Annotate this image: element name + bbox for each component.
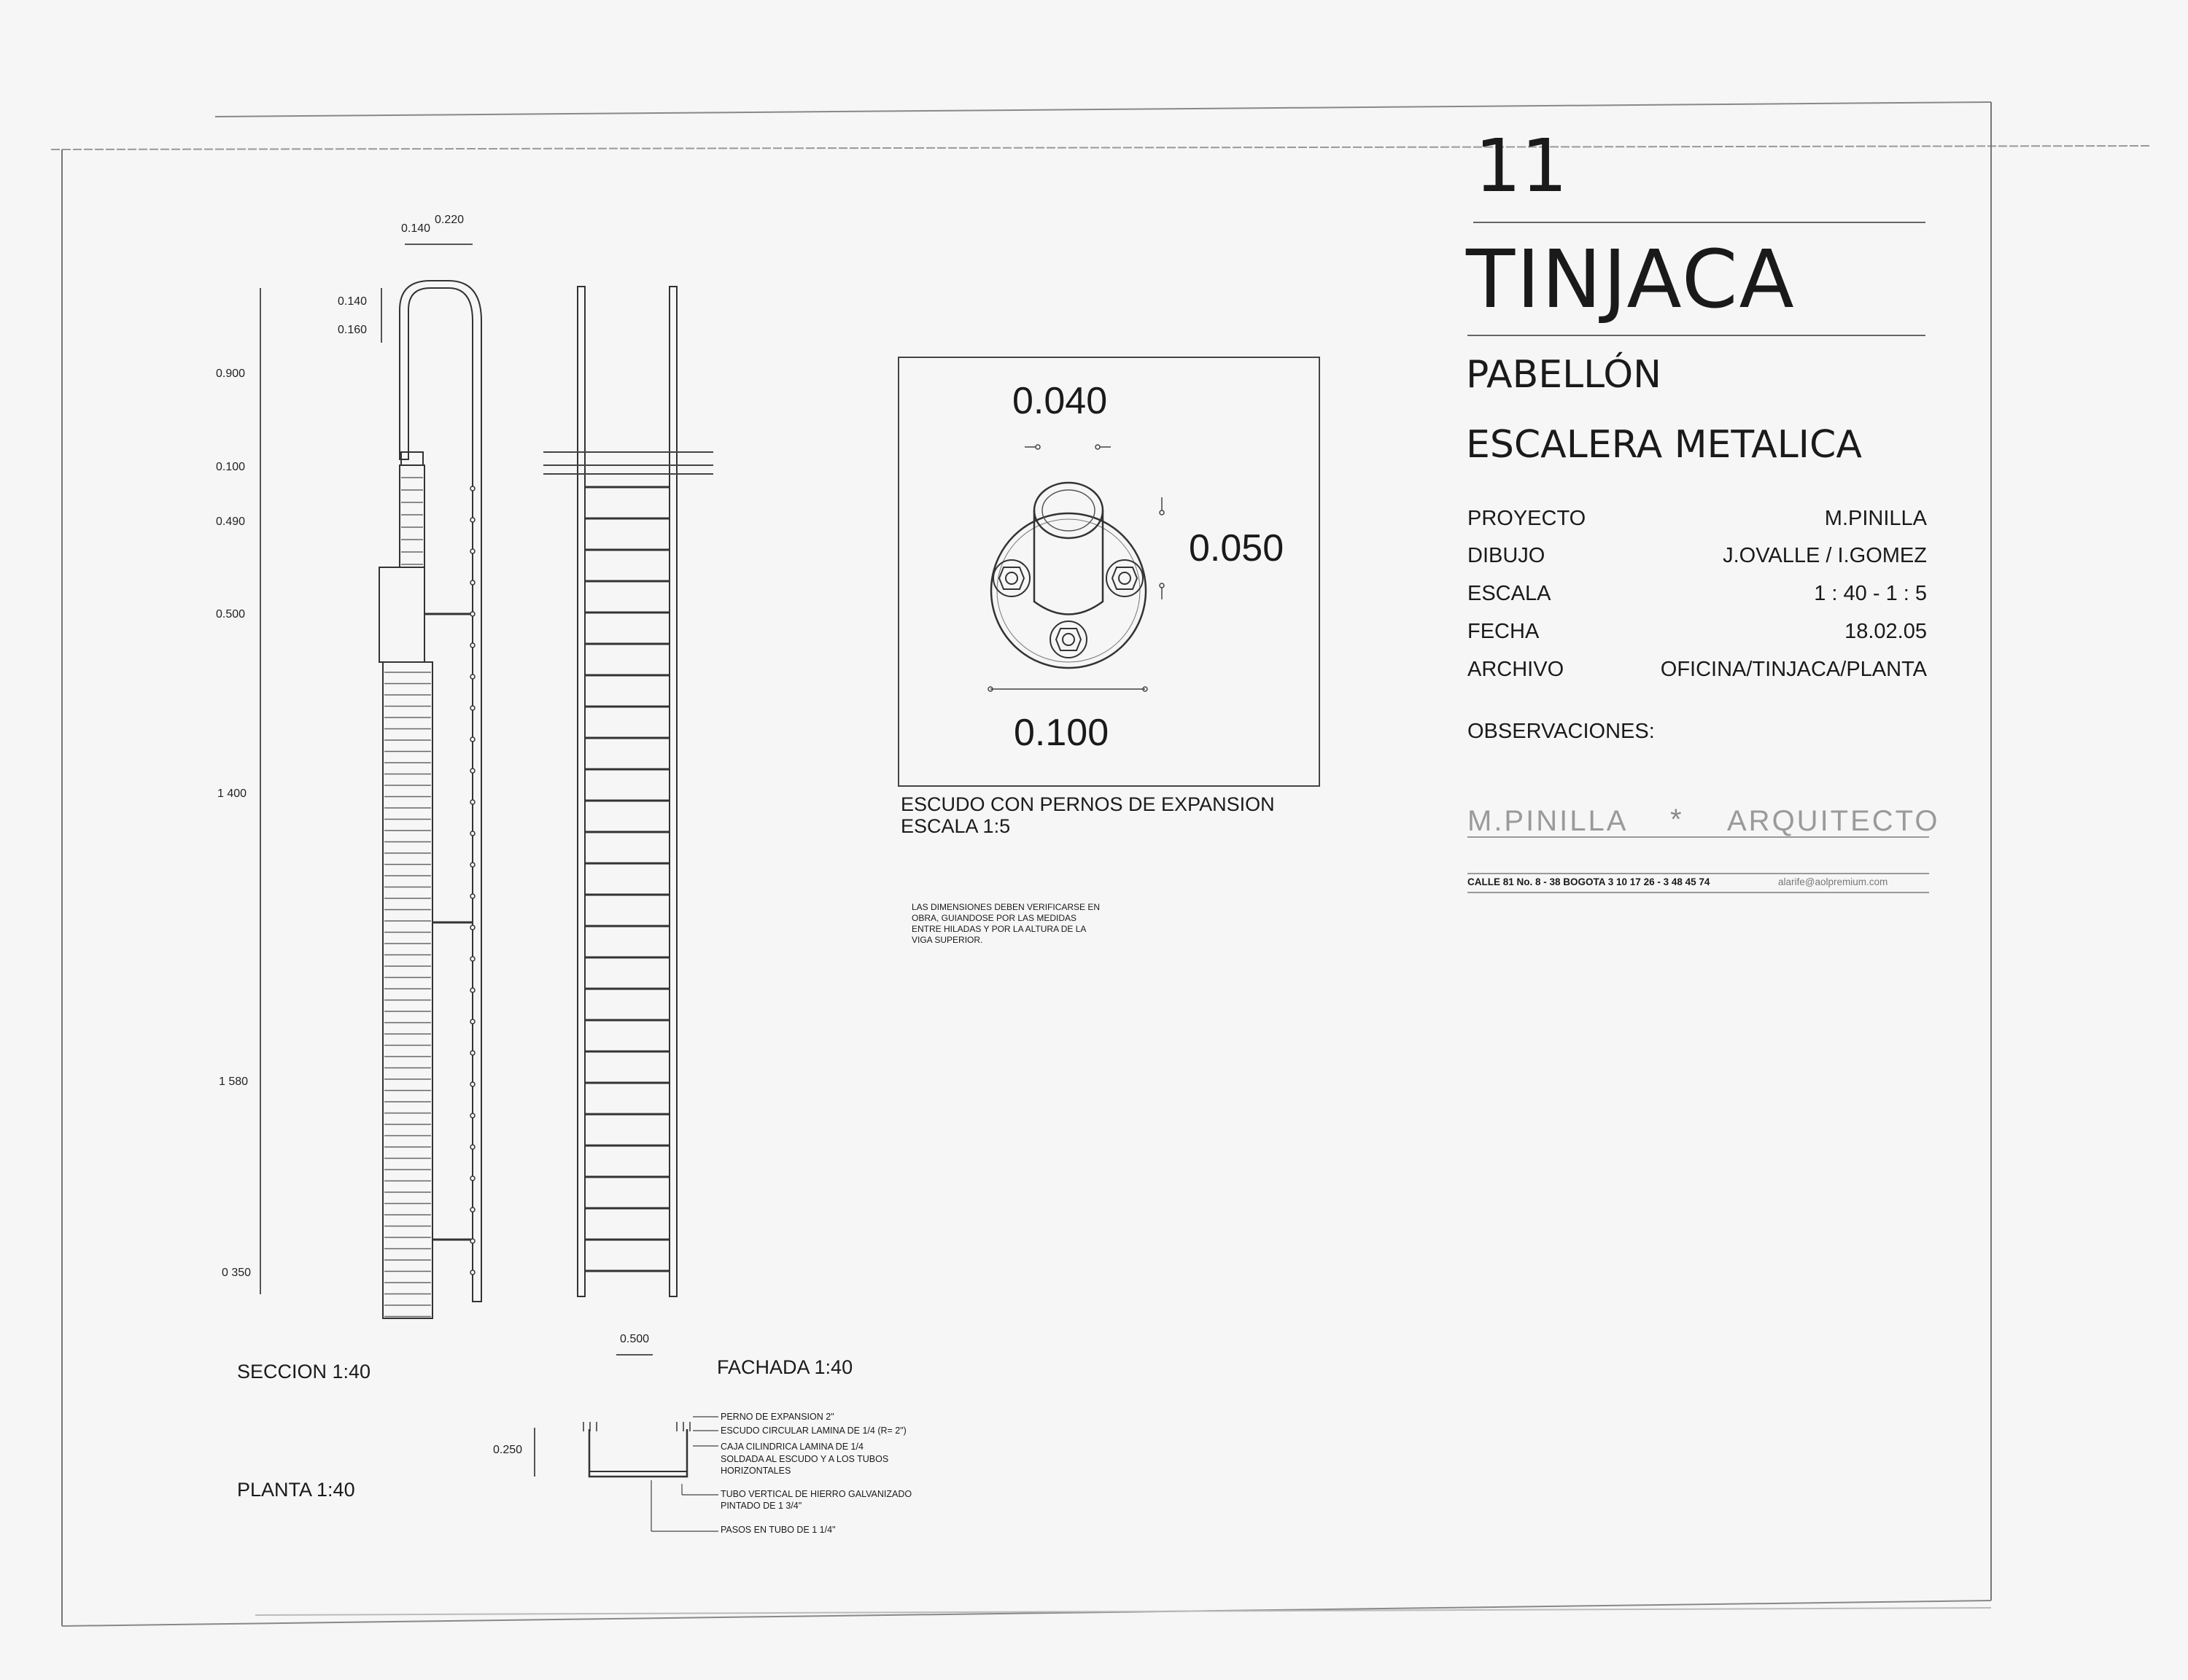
- tb-row-file: [1467, 658, 1927, 687]
- section-height-dim-6: 1 580: [219, 1076, 249, 1088]
- border-bottom-2: [255, 1608, 1991, 1615]
- rung-dot: [470, 769, 475, 773]
- rung-dot: [470, 1208, 475, 1212]
- tb-row-project: [1467, 507, 1927, 536]
- plan-bolts-left: [583, 1422, 597, 1431]
- detail-caption-2: ESCALA 1:5: [901, 815, 1011, 837]
- detail-dim-right-label: 0.050: [1189, 527, 1284, 569]
- cylinder-box: [1034, 510, 1103, 615]
- border-top-2: [51, 146, 2152, 149]
- section-head-dim-1: 0.140: [338, 295, 368, 308]
- rung-dot: [470, 1176, 475, 1181]
- bolt-right: [1106, 560, 1143, 596]
- plan-callout-6: TUBO VERTICAL DE HIERRO GALVANIZADO: [721, 1489, 912, 1499]
- plan-callout-5: HORIZONTALES: [721, 1466, 791, 1476]
- bolt-left: [993, 560, 1030, 596]
- rung-dot: [470, 1270, 475, 1275]
- note-line-1: LAS DIMENSIONES DEBEN VERIFICARSE EN: [912, 902, 1101, 912]
- detail-dim-right: [1160, 497, 1164, 599]
- tb-label-drawing: DIBUJO: [1467, 544, 1545, 567]
- facade-rail-left: [578, 287, 585, 1296]
- tb-value-project: M.PINILLA: [1824, 507, 1927, 530]
- note-line-3: ENTRE HILADAS Y POR LA ALTURA DE LA: [912, 924, 1087, 934]
- plan-bolts-right: [677, 1422, 690, 1431]
- note-line-4: VIGA SUPERIOR.: [912, 935, 983, 945]
- brick-wall: [383, 662, 432, 1318]
- escutcheon-inner: [997, 519, 1140, 662]
- detail-dim-bottom-label: 0.100: [1014, 712, 1109, 754]
- rung-dot: [470, 1051, 475, 1055]
- tb-label-project: PROYECTO: [1467, 507, 1586, 530]
- section-top-dim-b: 0.220: [435, 214, 465, 226]
- rung-dot: [470, 674, 475, 679]
- tb-label-scale: ESCALA: [1467, 582, 1551, 605]
- detail-caption-1: ESCUDO CON PERNOS DE EXPANSION: [901, 793, 1275, 815]
- section-height-dim-7: 0 350: [222, 1267, 252, 1279]
- rung-dot: [470, 549, 475, 553]
- bolt-bottom: [1050, 621, 1087, 658]
- detail-dim-top: [1025, 445, 1111, 449]
- rung-dot: [470, 1145, 475, 1149]
- facade-rungs: [585, 487, 670, 1271]
- section-head-dim-2: 0.160: [338, 324, 368, 336]
- section-label: SECCION 1:40: [237, 1361, 371, 1382]
- section-top-dim-a: 0.140: [401, 222, 431, 235]
- section-height-dim-3: 0.490: [216, 516, 246, 528]
- tb-value-drawing: J.OVALLE / I.GOMEZ: [1723, 544, 1927, 567]
- section-height-dim-2: 0.100: [216, 461, 246, 473]
- firm-star: *: [1670, 804, 1682, 836]
- tb-value-scale: 1 : 40 - 1 : 5: [1814, 582, 1927, 605]
- rung-dot: [470, 518, 475, 522]
- plan-outline: [589, 1429, 687, 1477]
- tube-opening: [1034, 483, 1103, 538]
- sheet-number: 11: [1475, 123, 1568, 209]
- rung-dot: [470, 831, 475, 836]
- rung-dot: [470, 706, 475, 710]
- plan-callout-4: SOLDADA AL ESCUDO Y A LOS TUBOS: [721, 1454, 889, 1464]
- general-note: [912, 902, 1100, 946]
- subtitle-stair: ESCALERA METALICA: [1466, 423, 1862, 467]
- plan-label: PLANTA 1:40: [237, 1479, 355, 1501]
- rung-dot: [470, 800, 475, 804]
- rung-dot: [470, 580, 475, 585]
- detail-dim-top-label: 0.040: [1012, 380, 1108, 422]
- rung-dot: [470, 612, 475, 616]
- tb-value-file: OFICINA/TINJACA/PLANTA: [1660, 658, 1927, 681]
- firm-name-right: ARQUITECTO: [1727, 805, 1940, 837]
- rung-dot: [470, 894, 475, 898]
- tb-row-drawing: [1467, 544, 1927, 573]
- rung-dot: [470, 1019, 475, 1024]
- facade-rail-right: [670, 287, 677, 1296]
- rung-dot: [470, 1082, 475, 1086]
- detail-frame: [899, 357, 1319, 786]
- tb-row-scale: [1467, 582, 1927, 611]
- border-top-1: [215, 102, 1991, 117]
- section-rail-hook: [400, 281, 481, 1302]
- facade-width-dim-label: 0.500: [620, 1333, 650, 1345]
- rung-dot: [470, 863, 475, 867]
- observations-label: OBSERVACIONES:: [1467, 720, 1655, 743]
- lower-wall: [379, 567, 424, 662]
- plan-leaders: [651, 1417, 718, 1531]
- plan-callout-1: PERNO DE EXPANSION 2": [721, 1412, 834, 1422]
- detail-dim-bottom: [988, 687, 1147, 691]
- rung-dot: [470, 957, 475, 961]
- firm-name-left: M.PINILLA: [1467, 805, 1629, 837]
- border-bottom-1: [62, 1601, 1991, 1626]
- rung-dot: [470, 737, 475, 742]
- subtitle-pavilion: PABELLÓN: [1466, 353, 1662, 397]
- section-height-dim-5: 1 400: [217, 788, 247, 800]
- plan-callout-2: ESCUDO CIRCULAR LAMINA DE 1/4 (R= 2"): [721, 1426, 907, 1436]
- tb-label-date: FECHA: [1467, 620, 1540, 643]
- rung-dot: [470, 486, 475, 491]
- plan-callout-3: CAJA CILINDRICA LAMINA DE 1/4: [721, 1442, 864, 1452]
- tb-row-date: [1467, 620, 1927, 649]
- tb-label-file: ARCHIVO: [1467, 658, 1564, 681]
- rung-dot: [470, 988, 475, 992]
- rung-dot: [470, 925, 475, 930]
- section-height-dim-1: 0.900: [216, 368, 246, 380]
- rung-dot: [470, 643, 475, 648]
- firm-address: CALLE 81 No. 8 - 38 BOGOTA 3 10 17 26 - 3 48 45 74: [1467, 876, 1710, 887]
- rung-dot: [470, 1239, 475, 1243]
- firm-email: alarife@aolpremium.com: [1778, 876, 1888, 887]
- plan-depth-dim-label: 0.250: [493, 1444, 523, 1456]
- note-line-2: OBRA, GUIANDOSE POR LAS MEDIDAS: [912, 913, 1077, 923]
- rung-dot: [470, 1113, 475, 1118]
- plan-callout-7: PINTADO DE 1 3/4": [721, 1501, 802, 1511]
- section-height-dim-4: 0.500: [216, 608, 246, 621]
- tube-opening-inner: [1042, 490, 1095, 531]
- plan-callout-8: PASOS EN TUBO DE 1 1/4": [721, 1525, 836, 1535]
- facade-label: FACHADA 1:40: [717, 1356, 853, 1378]
- project-name: TINJACA: [1466, 233, 1796, 326]
- tb-value-date: 18.02.05: [1844, 620, 1927, 643]
